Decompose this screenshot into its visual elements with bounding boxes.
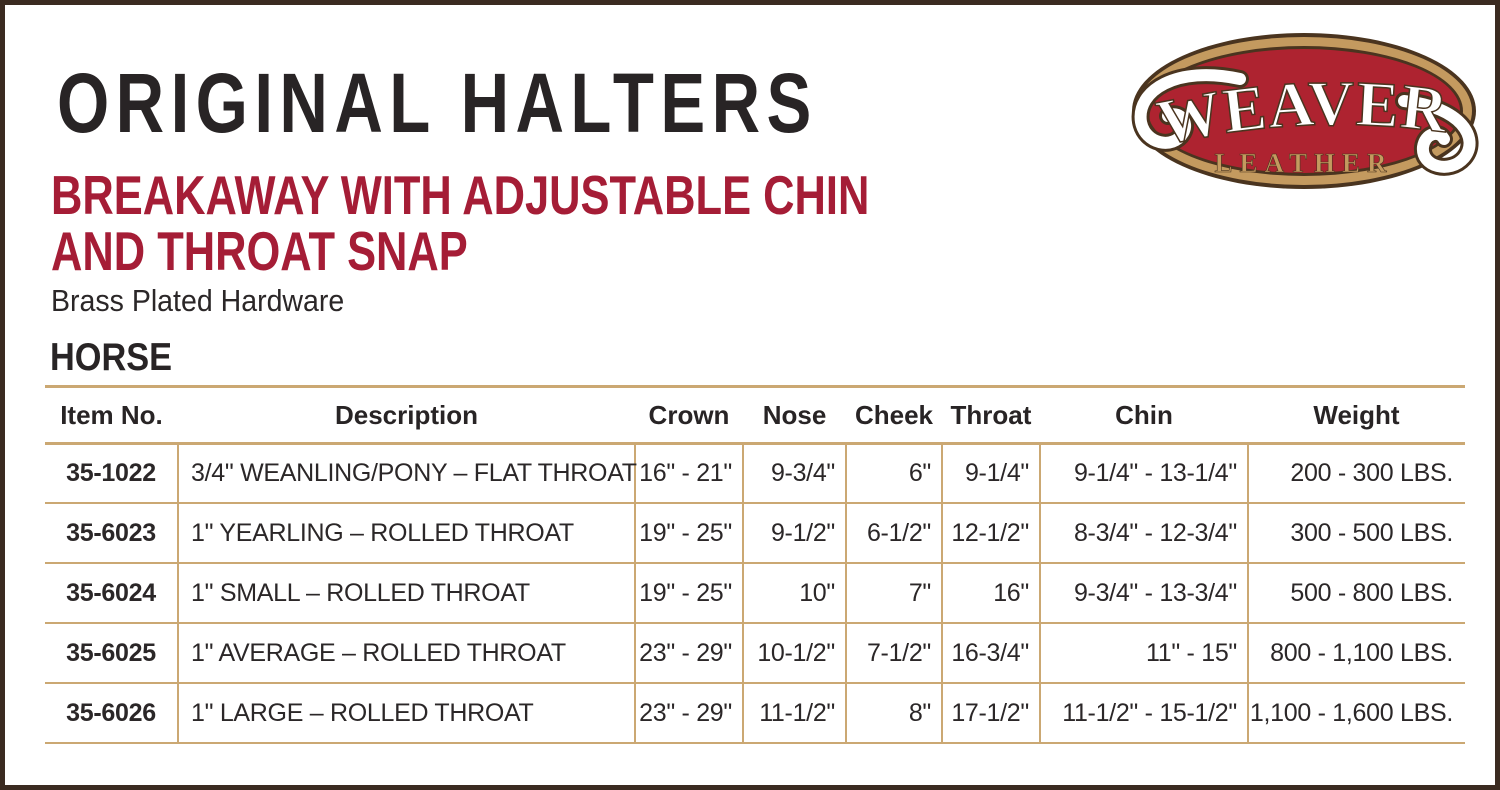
col-header-nose: Nose (743, 389, 846, 443)
item-no-cell: 35-6023 (45, 503, 178, 563)
table-row (45, 503, 1465, 563)
throat-cell: 16-3/4" (942, 623, 1040, 683)
throat-cell: 16" (942, 563, 1040, 623)
nose-cell: 10" (743, 563, 846, 623)
crown-cell: 23" - 29" (635, 623, 743, 683)
logo-subbrand-text: LEATHER (1214, 148, 1394, 178)
crown-cell: 19" - 25" (635, 503, 743, 563)
cheek-cell: 8" (846, 683, 942, 743)
weight-cell: 300 - 500 LBS. (1248, 503, 1465, 563)
product-subtitle (51, 164, 870, 283)
description-cell: 1" YEARLING – ROLLED THROAT (178, 503, 635, 563)
weight-cell: 500 - 800 LBS. (1248, 563, 1465, 623)
logo-brand-text: WEAVER (1151, 67, 1453, 159)
description-cell: 3/4" WEANLING/PONY – FLAT THROAT (178, 443, 635, 503)
weight-cell: 200 - 300 LBS. (1248, 443, 1465, 503)
description-cell: 1" LARGE – ROLLED THROAT (178, 683, 635, 743)
section-divider (45, 385, 1465, 388)
description-cell: 1" AVERAGE – ROLLED THROAT (178, 623, 635, 683)
col-header-chin: Chin (1040, 389, 1248, 443)
item-no-cell: 35-6026 (45, 683, 178, 743)
col-header-crown: Crown (635, 389, 743, 443)
weight-cell: 800 - 1,100 LBS. (1248, 623, 1465, 683)
chin-cell: 9-3/4" - 13-3/4" (1040, 563, 1248, 623)
chin-cell: 9-1/4" - 13-1/4" (1040, 443, 1248, 503)
throat-cell: 12-1/2" (942, 503, 1040, 563)
subtitle-line-1: BREAKAWAY WITH ADJUSTABLE CHIN (51, 164, 870, 226)
crown-cell: 23" - 29" (635, 683, 743, 743)
spec-table (45, 389, 1465, 744)
subtitle-line-2: AND THROAT SNAP (51, 220, 468, 283)
item-no-cell: 35-6025 (45, 623, 178, 683)
table-row (45, 563, 1465, 623)
table-header-row (45, 389, 1465, 443)
cheek-cell: 7" (846, 563, 942, 623)
throat-cell: 17-1/2" (942, 683, 1040, 743)
nose-cell: 9-3/4" (743, 443, 846, 503)
cheek-cell: 6-1/2" (846, 503, 942, 563)
col-header-throat: Throat (942, 389, 1040, 443)
col-header-item-no: Item No. (45, 389, 178, 443)
section-heading: HORSE (50, 336, 173, 379)
col-header-cheek: Cheek (846, 389, 942, 443)
chin-cell: 11-1/2" - 15-1/2" (1040, 683, 1248, 743)
table-row (45, 623, 1465, 683)
description-cell: 1" SMALL – ROLLED THROAT (178, 563, 635, 623)
table-row (45, 683, 1465, 743)
chin-cell: 8-3/4" - 12-3/4" (1040, 503, 1248, 563)
cheek-cell: 7-1/2" (846, 623, 942, 683)
nose-cell: 10-1/2" (743, 623, 846, 683)
col-header-description: Description (178, 389, 635, 443)
table-row (45, 443, 1465, 503)
crown-cell: 19" - 25" (635, 563, 743, 623)
item-no-cell: 35-1022 (45, 443, 178, 503)
hardware-note: Brass Plated Hardware (51, 283, 345, 318)
col-header-weight: Weight (1248, 389, 1465, 443)
item-no-cell: 35-6024 (45, 563, 178, 623)
weight-cell: 1,100 - 1,600 LBS. (1248, 683, 1465, 743)
chin-cell: 11" - 15" (1040, 623, 1248, 683)
crown-cell: 16" - 21" (635, 443, 743, 503)
weaver-leather-logo (1118, 25, 1490, 203)
nose-cell: 11-1/2" (743, 683, 846, 743)
page-title: ORIGINAL HALTERS (57, 56, 818, 150)
throat-cell: 9-1/4" (942, 443, 1040, 503)
nose-cell: 9-1/2" (743, 503, 846, 563)
cheek-cell: 6" (846, 443, 942, 503)
